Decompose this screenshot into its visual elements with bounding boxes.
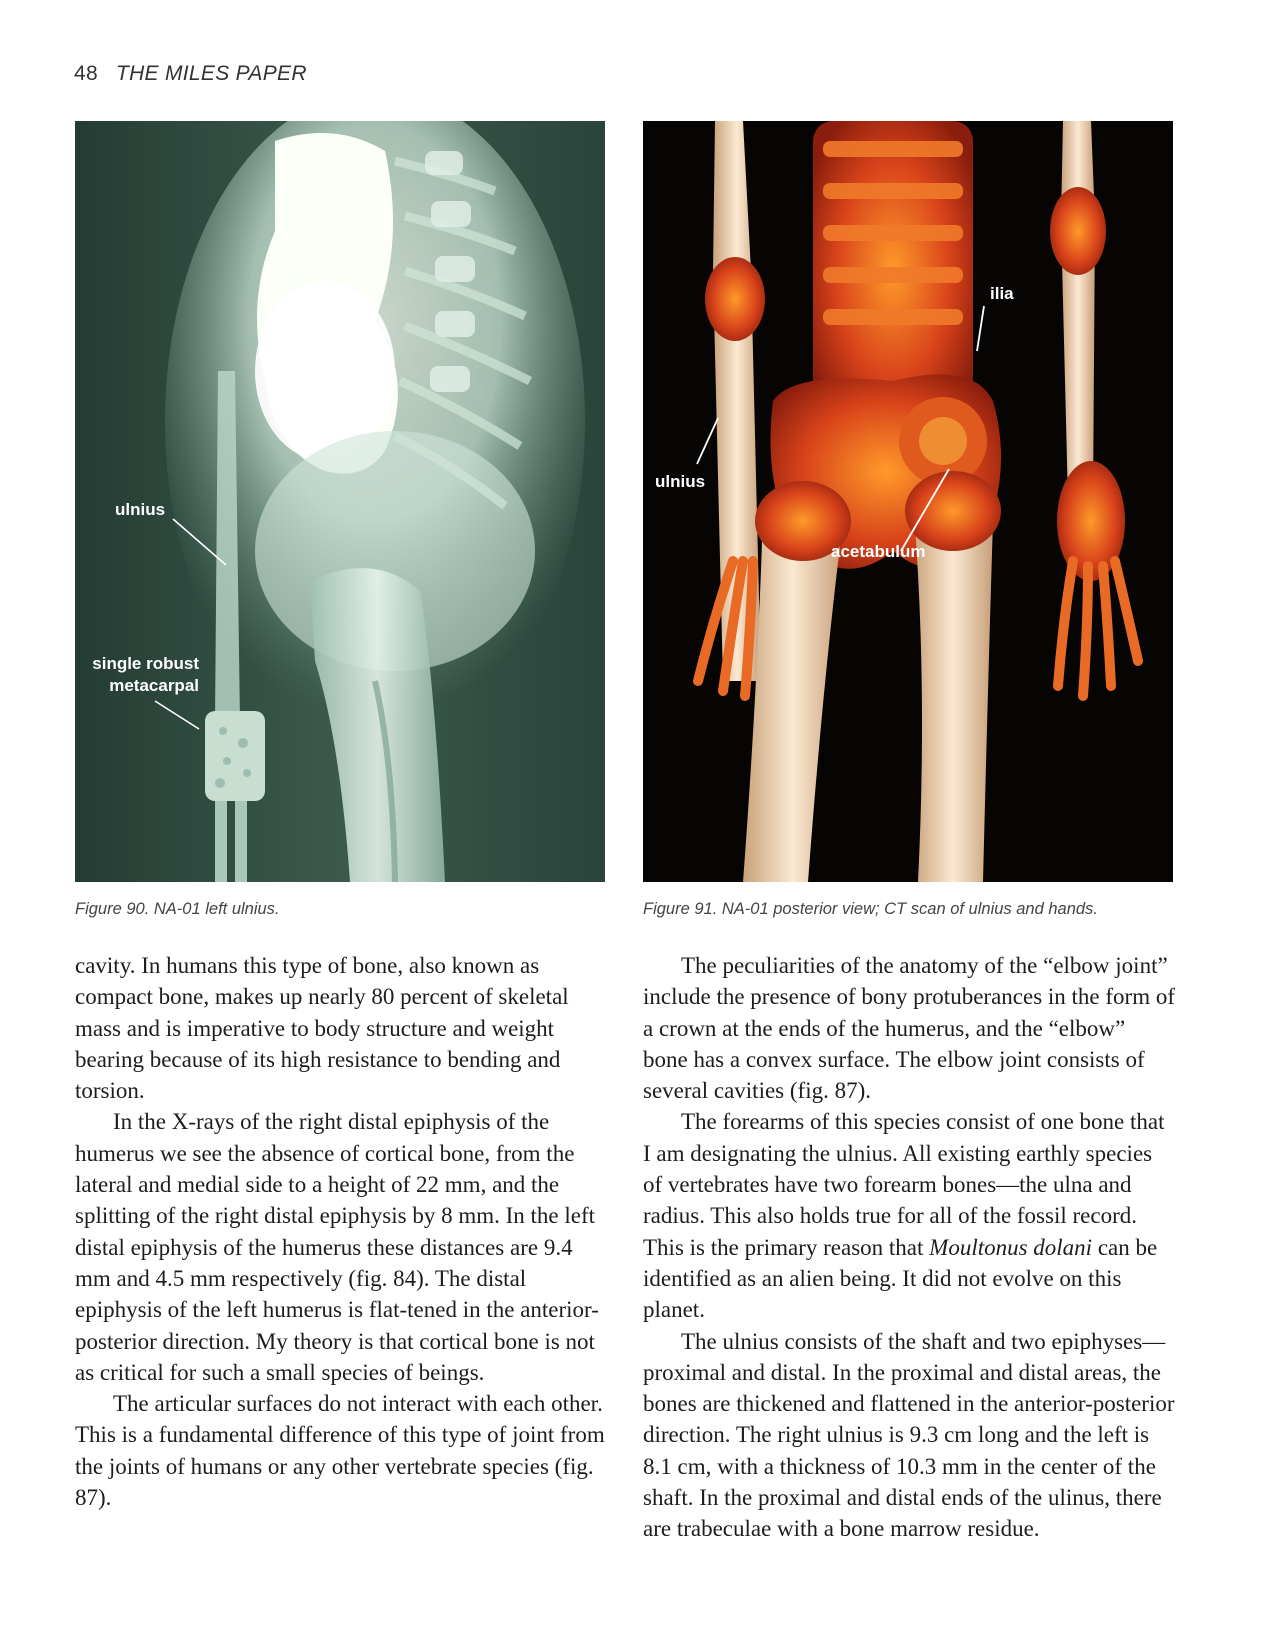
- paragraph-text: The forearms of this species consist of one bone that I am designating the ulnius. All existing earthly species of vertebrates have two forearm bones—the ulna and radius. This also holds true for all of the fossil record. This is the primary reason that: [643, 1109, 1165, 1260]
- figure-90-caption: Figure 90. NA-01 left ulnius.: [75, 900, 280, 918]
- figure-90-xray: [75, 121, 605, 882]
- right-text-column: [643, 950, 1175, 1545]
- label-ulnius: ulnius: [115, 500, 166, 519]
- ct-scan-image: [643, 121, 1173, 882]
- label-single-robust-metacarpal: [87, 653, 199, 697]
- paragraph: [643, 1106, 1175, 1325]
- figure-91-ct-scan: [643, 121, 1173, 882]
- label-metacarpal-line1: single robust: [92, 654, 199, 673]
- paragraph: The peculiarities of the anatomy of the “elbow joint” include the presence of bony protuberances in the form of a crown at the ends of the humerus, and the “elbow” bone has a convex surface. The elbow joint consists of several cavities (fig. 87).: [643, 953, 1175, 1104]
- paragraph: The ulnius consists of the shaft and two epiphyses—proximal and distal. In the proximal and distal areas, the bones are thickened and flattened in the anterior-posterior direction. The right ulnius is 9.3 cm long and the left is 8.1 cm, with a thickness of 10.3 mm in the center of the shaft. In the proximal and distal ends of the ulinus, there are trabeculae with a bone marrow residue.: [643, 1328, 1175, 1542]
- running-title: THE MILES PAPER: [115, 62, 307, 85]
- paragraph: In the X-rays of the right distal epiphysis of the humerus we see the absence of cortical bone, from the lateral and medial side to a height of 22 mm, and the splitting of the right distal epiphysis by 8 mm. In the left distal epiphysis of the humerus these distances are 9.4 mm and 4.5 mm respectively (fig. 84). The distal epiphysis of the left humerus is flat-tened in the anterior-posterior direction. My theory is that cortical bone is not as critical for such a small species of beings.: [75, 1109, 599, 1385]
- paragraph: The articular surfaces do not interact with each other. This is a fundamental difference of this type of joint from the joints of humans or any other vertebrate species (fig. 87).: [75, 1391, 605, 1511]
- label-ulnius: ulnius: [655, 472, 706, 491]
- label-ilia: ilia: [990, 284, 1014, 303]
- paragraph: cavity. In humans this type of bone, also known as compact bone, makes up nearly 80 percent of skeletal mass and is imperative to body structure and weight bearing because of its high resistance to bending and torsion.: [75, 953, 569, 1104]
- running-header: [74, 62, 307, 86]
- figure-91-caption: Figure 91. NA-01 posterior view; CT scan of ulnius and hands.: [643, 900, 1098, 918]
- left-text-column: [75, 950, 607, 1513]
- label-acetabulum: acetabulum: [831, 542, 926, 561]
- species-name: Moultonus dolani: [929, 1234, 1093, 1260]
- page-number: 48: [74, 62, 98, 85]
- paragraph-text: can be identified as an alien being. It did not evolve on this planet.: [643, 1234, 1158, 1323]
- label-metacarpal-line2: metacarpal: [109, 676, 199, 695]
